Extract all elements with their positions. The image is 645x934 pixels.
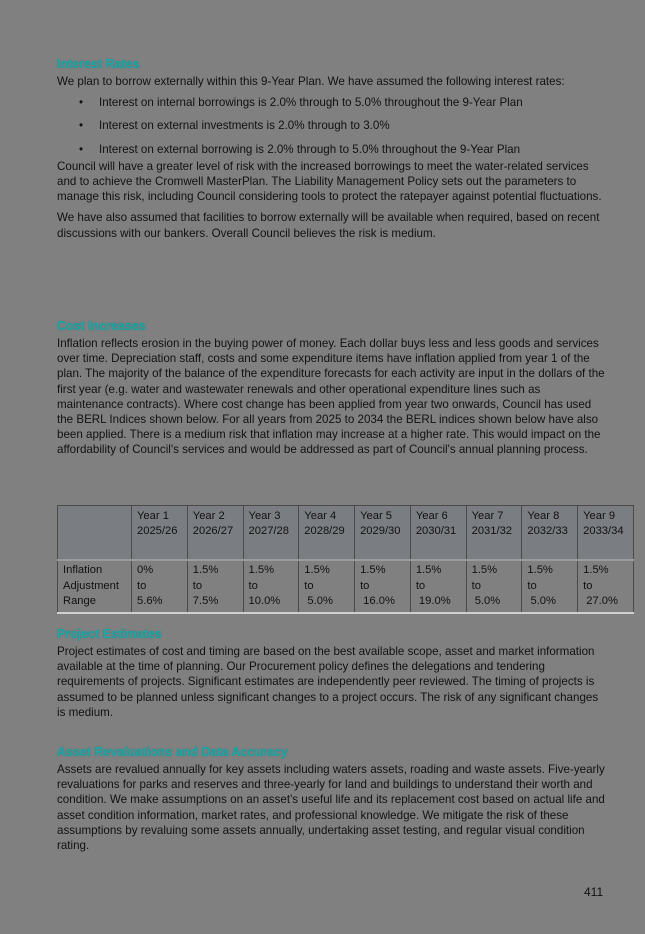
section-cost-increases: [57, 318, 609, 458]
table-row: [58, 560, 634, 613]
column-header: Year 2 2026/27: [187, 506, 243, 561]
table-cell: 1.5% to 10.0%: [243, 560, 299, 613]
table-cell: 1.5% to 19.0%: [410, 560, 466, 613]
interest-intro: We plan to borrow externally within this 9-Year Plan. We have assumed the following interest rates:: [57, 75, 565, 88]
section-project-estimates: [57, 626, 609, 720]
project-paragraph: Project estimates of cost and timing are based on the best available scope, asset and market information available at the time of planning. Our Procurement policy defines the delegations and tendering requirements of projects. Significant estimates are independently peer reviewed. The timing of projects is assumed to be planned unless significant changes to a project occurs. The risk of any significant changes is medium.: [57, 645, 599, 719]
interest-rate-list: [57, 95, 609, 157]
column-header: Year 6 2030/31: [410, 506, 466, 561]
table-cell: 1.5% to 27.0%: [578, 560, 634, 613]
table-cell: 1.5% to 5.0%: [299, 560, 355, 613]
heading-asset-revaluations: Asset Revaluations and Data Accuracy: [57, 745, 288, 759]
section-asset-revaluations: [57, 744, 609, 853]
inflation-table: [57, 505, 634, 614]
list-item: • Interest on external borrowing is 2.0% through to 5.0% throughout the 9-Year Plan: [79, 142, 521, 156]
table-cell: 1.5% to 16.0%: [355, 560, 411, 613]
column-header: Year 7 2031/32: [466, 506, 522, 561]
table-header-row: [58, 506, 634, 561]
interest-paragraph-1: Council will have a greater level of risk with the increased borrowings to meet the water-related services and to achieve the Cromwell MasterPlan. The Liability Management Policy sets out the parameters to manage this risk, including Council considering tools to protect the ratepayer against potential fluctuations.: [57, 159, 602, 204]
table-cell: 1.5% to 5.0%: [522, 560, 578, 613]
column-header: Year 1 2025/26: [132, 506, 188, 561]
table-cell: 1.5% to 5.0%: [466, 560, 522, 613]
column-header: Year 3 2027/28: [243, 506, 299, 561]
interest-paragraph-2: We have also assumed that facilities to borrow externally will be available when required, based on recent discussions with our bankers. Overall Council believes the risk is medium.: [57, 211, 600, 240]
table-cell: 0% to 5.6%: [132, 560, 188, 613]
bullet-icon: •: [79, 119, 84, 133]
column-header: Year 5 2029/30: [355, 506, 411, 561]
bullet-icon: •: [79, 96, 84, 110]
page-number: 411: [584, 885, 604, 899]
table-corner-cell: [58, 506, 132, 561]
heading-cost-increases: Cost Increases: [57, 319, 146, 333]
table-cell: 1.5% to 7.5%: [187, 560, 243, 613]
heading-interest-rates: Interest Rates: [57, 57, 140, 71]
column-header: Year 8 2032/33: [522, 506, 578, 561]
cost-paragraph: Inflation reflects erosion in the buying power of money. Each dollar buys less and less goods and services over time. Depreciation staff, costs and some expenditure items have inflation applied from year 1 of the plan. The majority of the balance of the expenditure forecasts for each activity are input in the dollars of the first year (e.g. water and wastewater renewals and other operational expenditure lines such as maintenance contracts). Where cost change has been applied from year two onwards, Council has used the BERL Indices shown below. For all years from 2025 to 2034 the BERL indices shown below have also been applied. There is a medium risk that inflation may increase at a higher rate. This would impact on the affordability of Council's services and would be addressed as part of Council's annual planning process.: [57, 337, 605, 457]
list-item: • Interest on external investments is 2.0% through to 3.0%: [79, 119, 390, 133]
bullet-icon: •: [79, 142, 84, 156]
row-label-cell: Inflation Adjustment Range: [58, 560, 132, 613]
section-interest-rates: [57, 56, 609, 241]
list-item: • Interest on internal borrowings is 2.0% through to 5.0% throughout the 9-Year Plan: [79, 96, 523, 110]
heading-project-estimates: Project Estimates: [57, 627, 162, 641]
column-header: Year 9 2033/34: [578, 506, 634, 561]
asset-paragraph: Assets are revalued annually for key assets including waters assets, roading and waste assets. Five-yearly revaluations for parks and reserves and three-yearly for land and buildings to understand their worth and condition. We make assumptions on an asset's useful life and its replacement cost based on actual life and asset condition information, market rates, and professional knowledge. We mitigate the risk of these assumptions by revaluing some assets annually, undertaking asset testing, and regular visual condition rating.: [57, 763, 605, 853]
column-header: Year 4 2028/29: [299, 506, 355, 561]
